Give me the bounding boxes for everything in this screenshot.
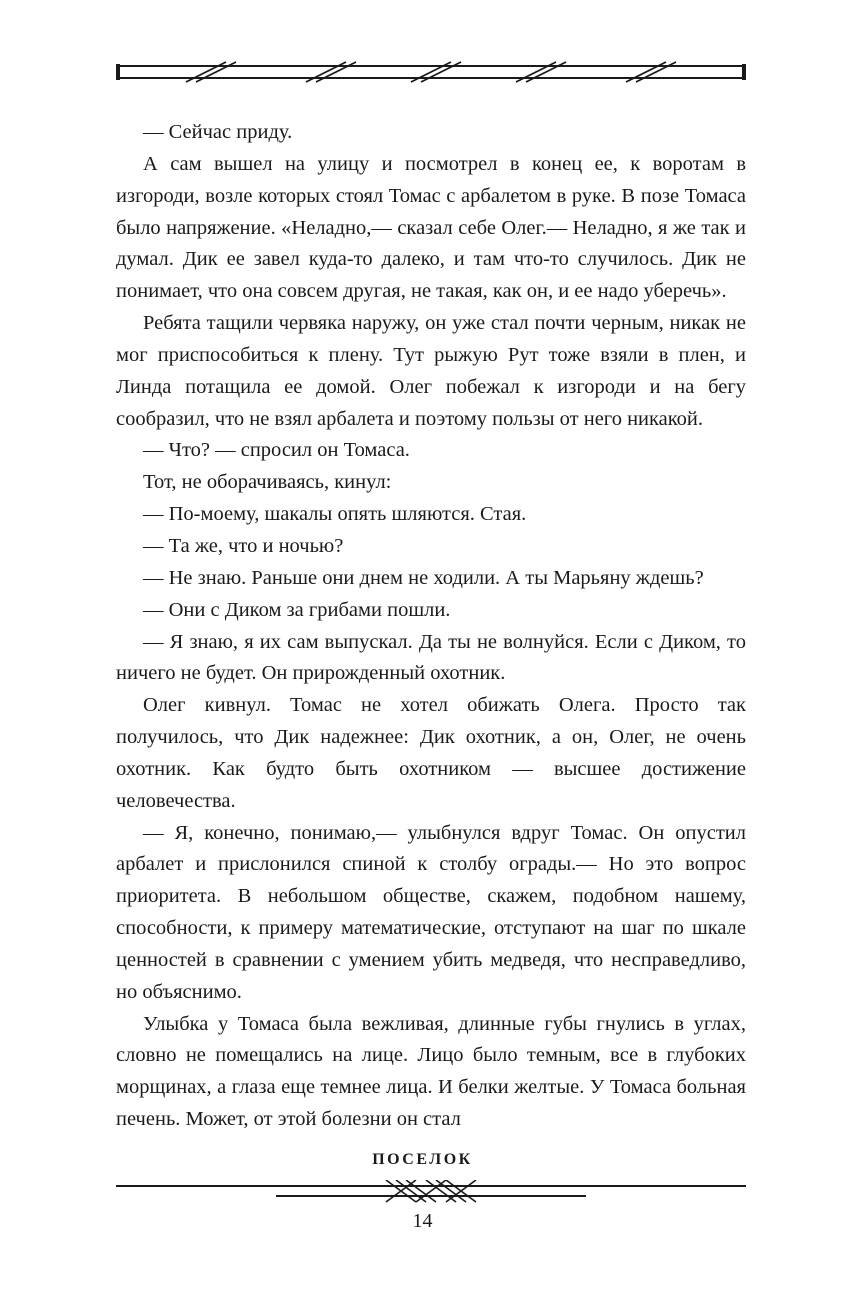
paragraph: — Что? — спросил он Томаса.	[143, 439, 410, 462]
body-text	[116, 117, 746, 1136]
paragraph: — Та же, что и ночью?	[143, 534, 344, 557]
paragraph: — Я, конечно, понимаю,— улыбнулся вдруг Томас. Он опустил арбалет и прислонился спиной к столбу ограды.— Но это вопрос приоритета. В небольшом обществе, скажем, подобном нашему, способности, к примеру математические, отступают на шаг по шкале ценностей в сравнении с умением убить медведя, что несправедливо, но объяснимо.	[116, 821, 746, 1003]
paragraph: Ребята тащили червяка наружу, он уже стал почти черным, никак не мог приспособиться к плену. Тут рыжую Рут тоже взяли в плен, и Линда потащила ее домой. Олег побежал к изгороди и на бегу сообразил, что не взял арбалета и поэтому пользы от него никакой.	[116, 312, 746, 430]
paragraph: — По-моему, шакалы опять шляются. Стая.	[143, 503, 527, 526]
paragraph: — Не знаю. Раньше они днем не ходили. А ты Марьяну ждешь?	[143, 566, 704, 589]
page-number: 14	[412, 1210, 433, 1232]
running-title: ПОСЕЛОК	[372, 1151, 473, 1168]
paragraph: — Они с Диком за грибами пошли.	[143, 598, 451, 621]
paragraph: — Я знаю, я их сам выпускал. Да ты не волнуйся. Если с Диком, то ничего не будет. Он прирожденный охотник.	[116, 630, 746, 685]
paragraph: Тот, не оборачиваясь, кинул:	[143, 471, 392, 494]
paragraph: — Сейчас приду.	[143, 121, 293, 143]
paragraph: А сам вышел на улицу и посмотрел в конец ее, к воротам в изгороди, возле которых стоял Томас с арбалетом в руке. В позе Томаса было напряжение. «Неладно,— сказал себе Олег.— Неладно, я же так и думал. Дик ее завел куда-то далеко, и там что-то случилось. Дик не понимает, что она совсем другая, не такая, как он, и ее надо уберечь».	[116, 152, 746, 303]
paragraph: Улыбка у Томаса была вежливая, длинные губы гнулись в углах, словно не помещались на лице. Лицо было темным, все в глубоких морщинах, а глаза еще темнее лица. И белки желтые. У Томаса больная печень. Может, от этой болезни он стал	[116, 1012, 746, 1131]
paragraph: Олег кивнул. Томас не хотел обижать Олега. Просто так получилось, что Дик надежнее: Дик охотник, а он, Олег, не очень охотник. Как будто быть охотником — высшее достижение человечества.	[116, 694, 746, 812]
top-ornament-rule	[116, 60, 746, 84]
bottom-ornament-rule	[116, 1180, 746, 1204]
